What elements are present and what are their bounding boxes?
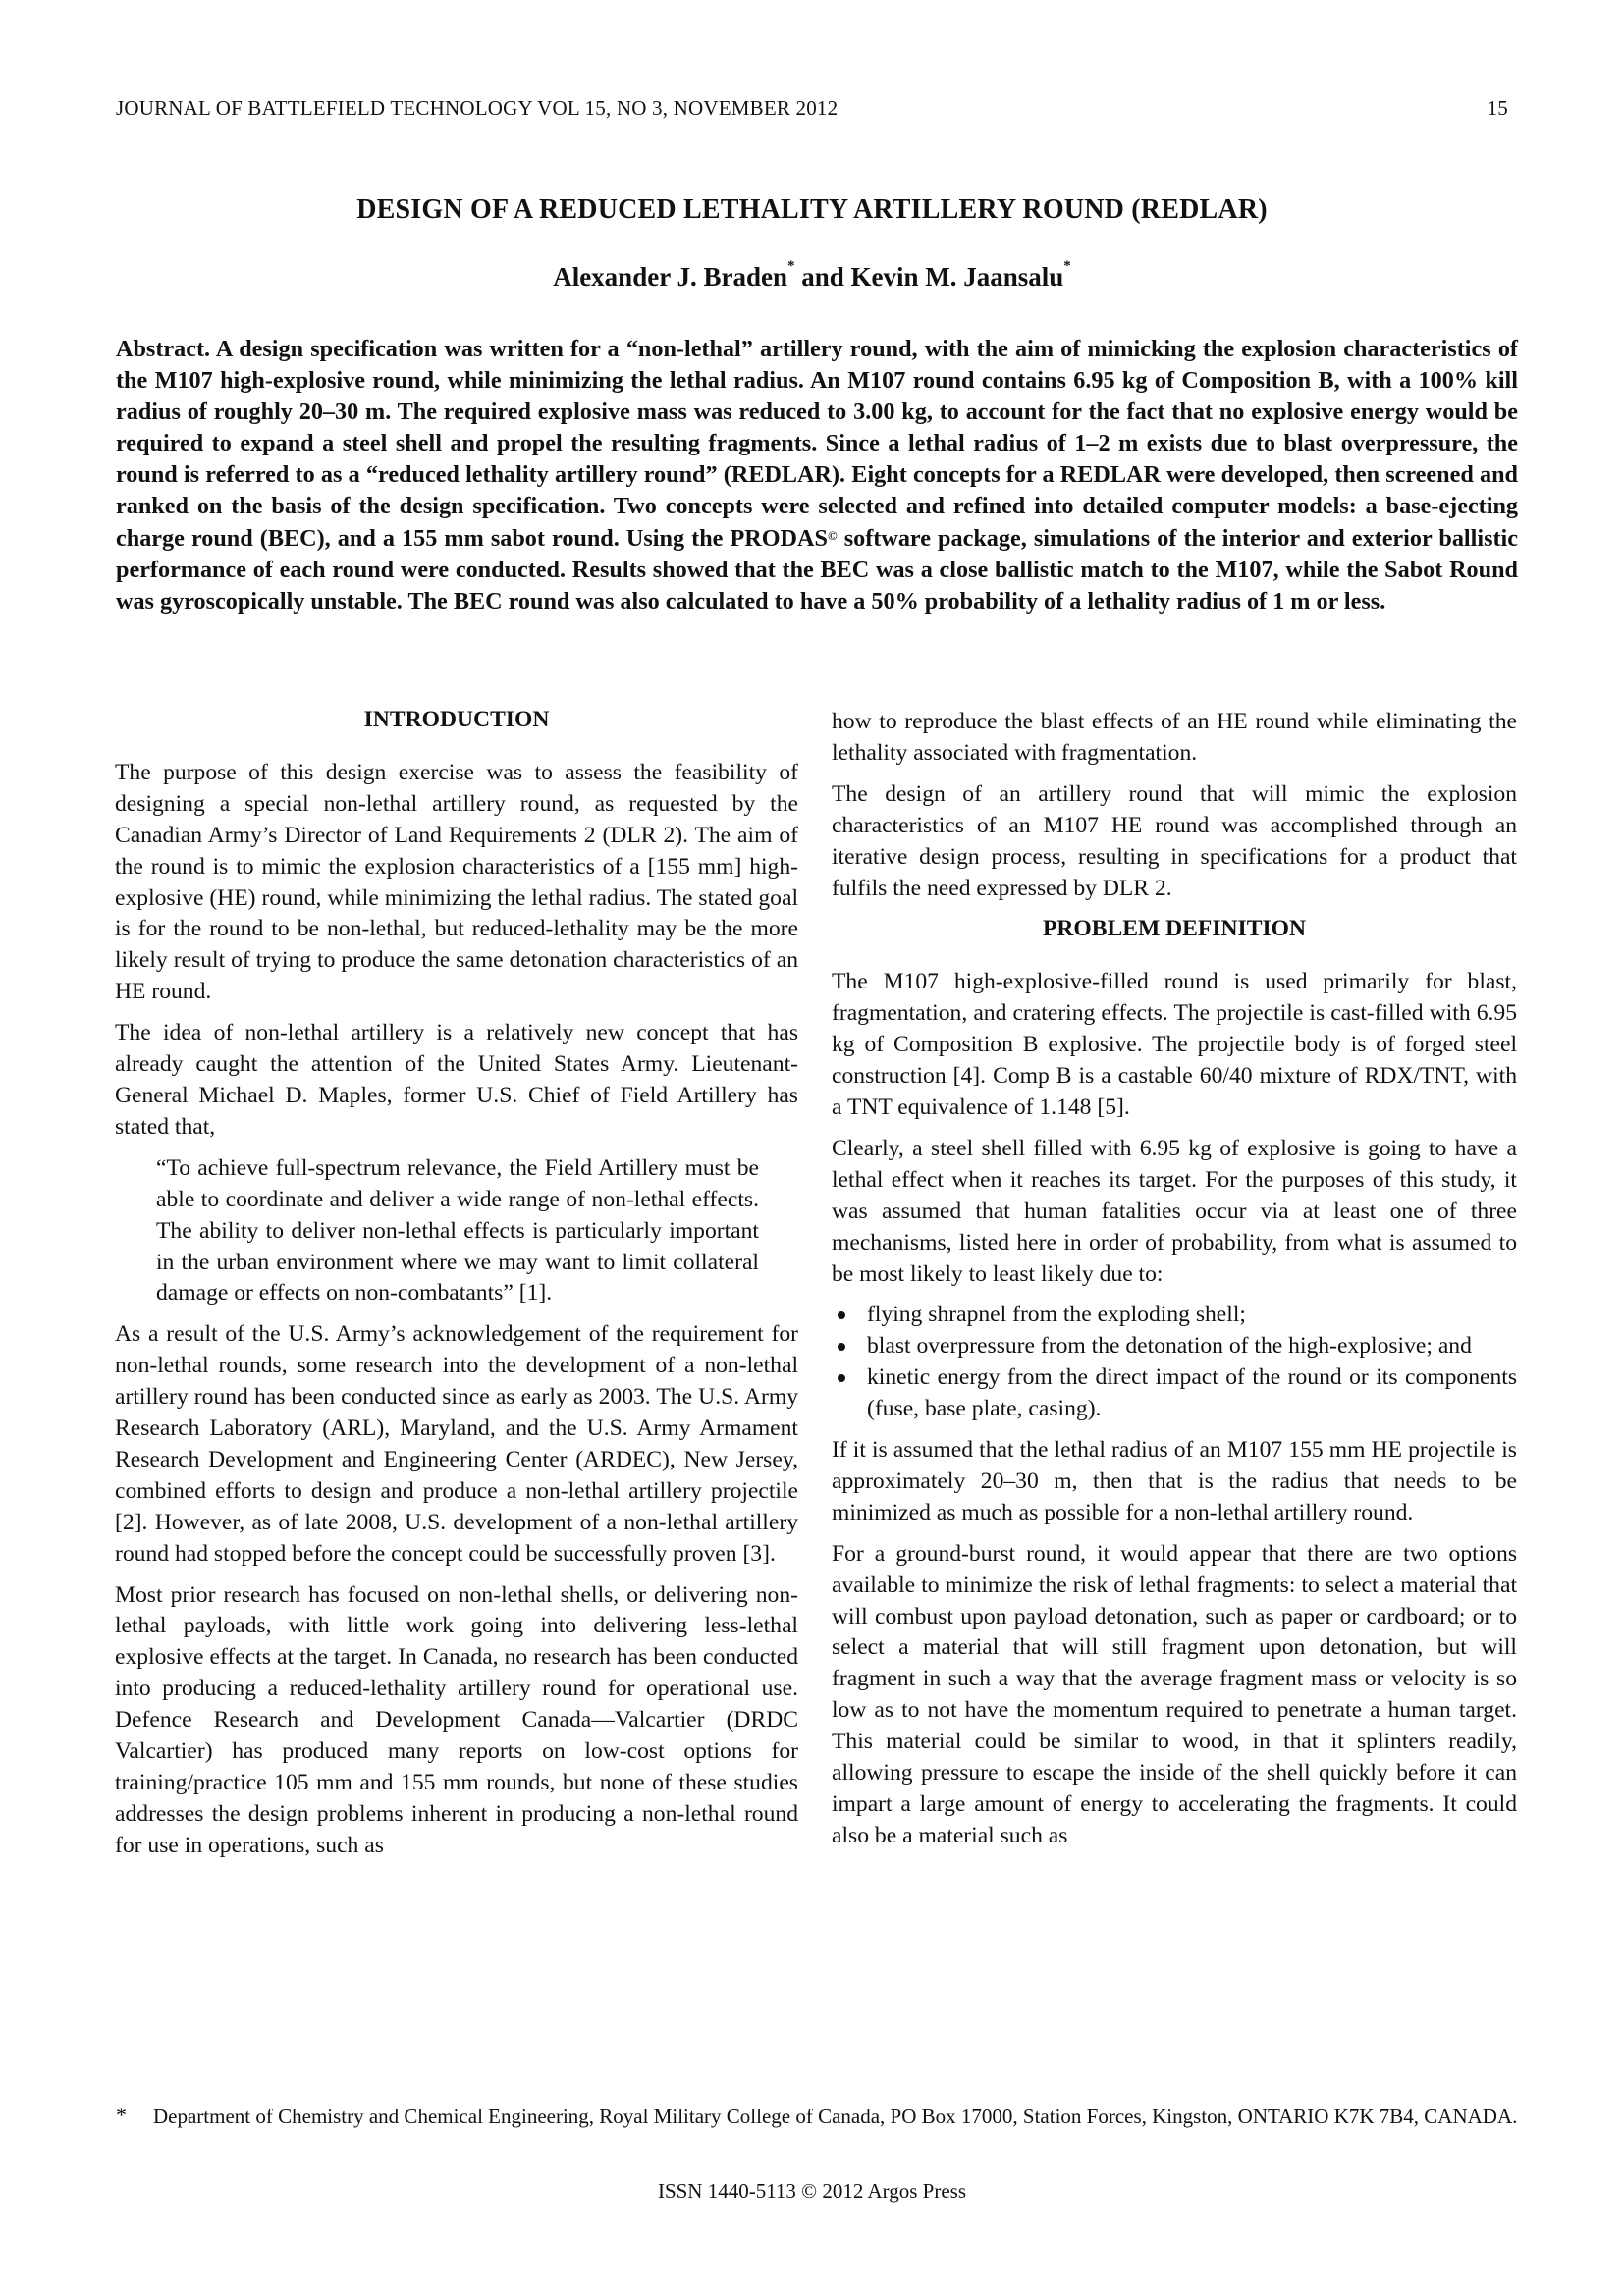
- author-name: Kevin M. Jaansalu: [850, 262, 1064, 292]
- journal-citation: JOURNAL OF BATTLEFIELD TECHNOLOGY VOL 15, NO 3, NOVEMBER 2012: [116, 96, 839, 120]
- section-heading-problem-definition: PROBLEM DEFINITION: [1042, 916, 1307, 942]
- bullet-icon: [838, 1374, 845, 1382]
- affiliation-marker: *: [786, 258, 795, 274]
- body-paragraph: The design of an artillery round that will mimic the explosion characteristics of an M107 HE round was accomplished through an iterative design process, resulting in specifications for a product that fulfils the need expressed by DLR 2.: [832, 780, 1517, 901]
- footnote-marker: *: [116, 2103, 127, 2127]
- list-item-text: blast overpressure from the detonation of the high-explosive; and: [867, 1333, 1472, 1360]
- left-column: [115, 705, 798, 1872]
- list-item-text: flying shrapnel from the exploding shell;: [867, 1302, 1246, 1328]
- page-number: 15: [1487, 96, 1508, 120]
- body-paragraph: The M107 high-explosive-filled round is used primarily for blast, fragmentation, and cratering effects. The projectile is cast-filled with 6.95 kg of Composition B explosive. The projectile body is of forged steel construction [4]. Comp B is a castable 60/40 mixture of RDX/TNT, with a TNT equivalence of 1.148 [5].: [832, 969, 1517, 1120]
- mechanism-list: [832, 1300, 1517, 1425]
- bullet-icon: [838, 1311, 845, 1319]
- running-head: [116, 96, 1508, 121]
- body-paragraph: The idea of non-lethal artillery is a relatively new concept that has already caught the attention of the United States Army. Lieutenant-General Michael D. Maples, former U.S. Chief of Field Artillery has stated that,: [115, 1020, 798, 1140]
- body-paragraph: Most prior research has focused on non-lethal shells, or delivering non-lethal payloads, with little work going into delivering less-lethal explosive effects at the target. In Canada, no research has been conducted into producing a reduced-lethality artillery round for operational use. Defence Research and Development Canada—Valcartier (DRDC Valcartier) has produced many reports on low-cost options for training/practice 105 mm and 155 mm rounds, but none of these studies addresses the design problems inherent in producing a non-lethal round for use in operations, such as: [115, 1581, 798, 1858]
- footnote-text: Department of Chemistry and Chemical Engineering, Royal Military College of Canada, PO Box 17000, Station Forces, Kingston, ONTARIO K7K 7B4, CANADA.: [153, 2105, 1518, 2128]
- block-quote: “To achieve full-spectrum relevance, the Field Artillery must be able to coordinate and deliver a wide range of non-lethal effects. The ability to deliver non-lethal effects is particularly important in the urban environment where we may want to limit collateral damage or effects on non-combatants” [1].: [156, 1154, 759, 1307]
- paper-title: DESIGN OF A REDUCED LETHALITY ARTILLERY ROUND (REDLAR): [356, 194, 1268, 225]
- body-paragraph: Clearly, a steel shell filled with 6.95 kg of explosive is going to have a lethal effect when it reaches its target. For the purposes of this study, it was assumed that human fatalities occur via at least one of three mechanisms, listed here in order of probability, from what is assumed to be most likely to least likely due to:: [832, 1135, 1517, 1287]
- author-line: [0, 258, 1624, 293]
- author-name: Alexander J. Braden: [553, 262, 787, 292]
- abstract-text: A design specification was written for a “non-lethal” artillery round, with the aim of mimicking the explosion characteristics of the M107 high-explosive round, while minimizing the lethal radius. An M107 round contains 6.95 kg of Composition B, with a 100% kill radius of roughly 20–30 m. The required explosive mass was reduced to 3.00 kg, to account for the fact that no explosive energy would be required to expand a steel shell and propel the resulting fragments. Since a lethal radius of 1–2 m exists due to blast overpressure, the round is referred to as a “reduced lethality artillery round” (REDLAR). Eight concepts for a REDLAR were developed, then screened and ranked on the basis of the design specification. Two concepts were selected and refined into detailed computer models: a base-ejecting charge round (BEC), and a 155 mm sabot round. Using the PRODAS: [116, 336, 1518, 552]
- author-joiner: and: [794, 262, 851, 292]
- body-paragraph: If it is assumed that the lethal radius of an M107 155 mm HE projectile is approximately 20–30 m, then that is the radius that needs to be minimized as much as possible for a non-lethal artillery round.: [832, 1437, 1517, 1525]
- affiliation-footnote: [116, 2103, 1520, 2131]
- affiliation-marker: *: [1063, 258, 1071, 274]
- body-paragraph: how to reproduce the blast effects of an HE round while eliminating the lethality associated with fragmentation.: [832, 709, 1517, 766]
- right-column: [832, 707, 1517, 1862]
- list-item-text: kinetic energy from the direct impact of the round or its components (fuse, base plate, casing).: [867, 1364, 1517, 1422]
- copyright-mark: ©: [827, 527, 838, 543]
- body-paragraph: For a ground-burst round, it would appear that there are two options available to minimize the risk of lethal fragments: to select a material that will combust upon payload detonation, such as paper or cardboard; or to select a material that will still fragment upon detonation, but will fragment in such a way that the average fragment mass or velocity is so low as to not have the momentum required to penetrate a human target. This material could be similar to wood, in that it splinters readily, allowing pressure to escape the inside of the shell quickly before it can impart a large amount of energy to accelerating the fragments. It could also be a material such as: [832, 1540, 1517, 1848]
- abstract-label: Abstract.: [116, 336, 211, 362]
- list-item: [832, 1362, 1517, 1425]
- bullet-icon: [838, 1343, 845, 1351]
- abstract: [116, 334, 1518, 617]
- abstract-text: software package, simulations of the interior and exterior ballistic performance of each round were conducted. Results showed that the BEC was a close ballistic match to the M107, while the Sabot Round was gyroscopically unstable. The BEC round was also calculated to have a 50% probability of a lethality radius of 1 m or less.: [116, 524, 1518, 614]
- body-paragraph: The purpose of this design exercise was to assess the feasibility of designing a special non-lethal artillery round, as requested by the Canadian Army’s Director of Land Requirements 2 (DLR 2). The aim of the round is to mimic the explosion characteristics of a [155 mm] high-explosive (HE) round, while minimizing the lethal radius. The stated goal is for the round to be non-lethal, but reduced-lethality may be the more likely result of trying to produce the same detonation characteristics of an HE round.: [115, 759, 798, 1005]
- list-item: [832, 1300, 1517, 1331]
- page-footer-issn: ISSN 1440-5113 © 2012 Argos Press: [657, 2179, 967, 2203]
- list-item: [832, 1331, 1517, 1362]
- body-paragraph: As a result of the U.S. Army’s acknowledgement of the requirement for non-lethal rounds, some research into the development of a non-lethal artillery round has been conducted since as early as 2003. The U.S. Army Research Laboratory (ARL), Maryland, and the U.S. Army Armament Research Development and Engineering Center (ARDEC), New Jersey, combined efforts to design and produce a non-lethal artillery projectile [2]. However, as of late 2008, U.S. development of a non-lethal artillery round had stopped before the concept could be successfully proven [3].: [115, 1321, 798, 1567]
- section-heading-introduction: INTRODUCTION: [363, 707, 550, 732]
